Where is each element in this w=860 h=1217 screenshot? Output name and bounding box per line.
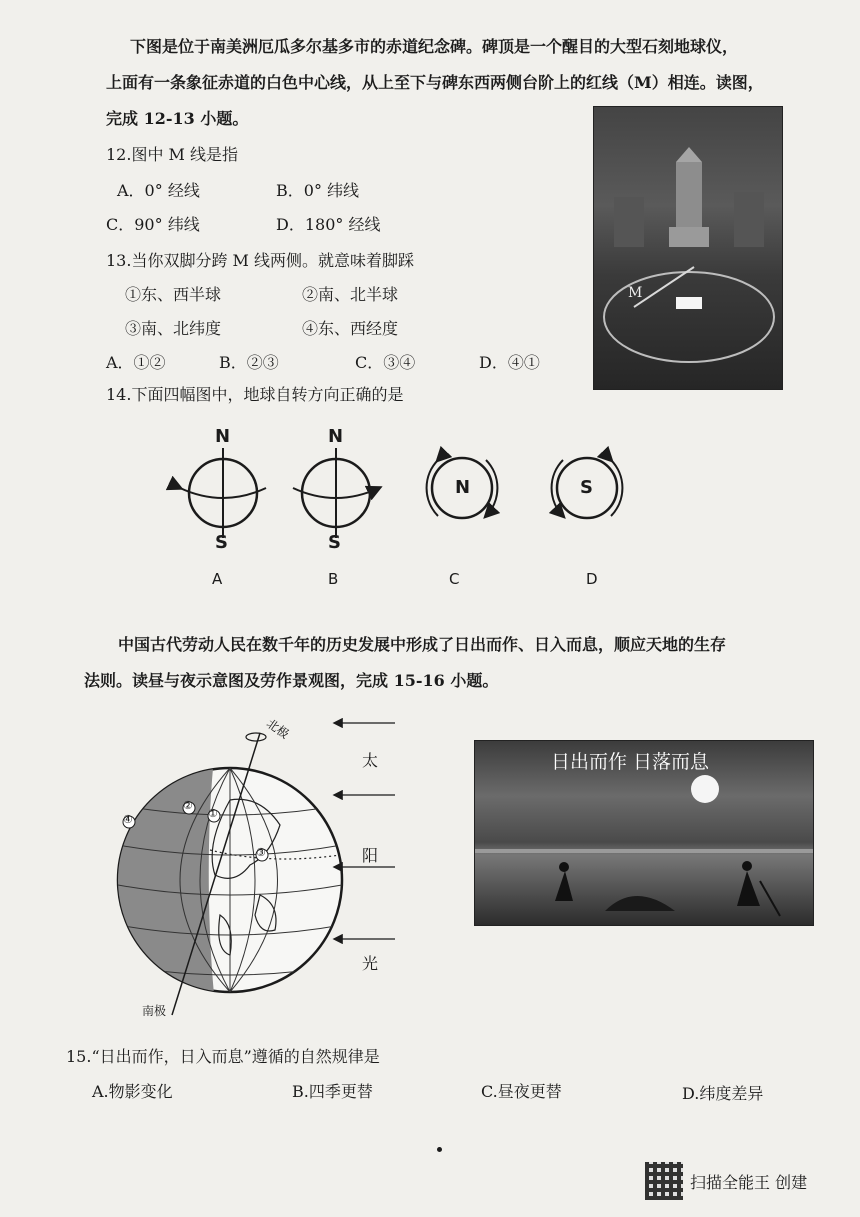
work-photo-title: 日出而作 日落而息	[551, 751, 710, 773]
q13-stem: 13.当你双脚分跨 M 线两侧。就意味着脚踩	[106, 251, 415, 270]
q12-option-b: B．0° 纬线	[276, 181, 360, 200]
sunlight-label-1: 太	[362, 751, 379, 770]
q14-stem: 14.下面四幅图中，地球自转方向正确的是	[106, 385, 404, 404]
figure-b-globe	[293, 448, 379, 538]
intro-line-2: 上面有一条象征赤道的白色中心线，从上至下与碑东西两侧台阶上的红线（M）相连。读图，	[106, 73, 764, 92]
page-dot	[437, 1147, 442, 1152]
intro2-line-1: 中国古代劳动人民在数千年的历史发展中形成了日出而作、日入而息，顺应天地的生存	[118, 635, 727, 654]
farm-work-photo	[474, 740, 814, 926]
scanner-watermark: 扫描全能王 创建	[690, 1173, 808, 1192]
q13-item-3: ③南、北纬度	[125, 319, 222, 338]
figure-a-globe	[180, 448, 266, 538]
figure-b-north: N	[328, 426, 344, 447]
q13-item-1: ①东、西半球	[125, 285, 222, 304]
q15-option-b: B.四季更替	[292, 1082, 373, 1101]
q15-option-a: A.物影变化	[92, 1082, 173, 1101]
q15-option-c: C.昼夜更替	[481, 1082, 562, 1101]
q13-item-2: ②南、北半球	[302, 285, 399, 304]
figure-a-south: S	[215, 532, 228, 553]
point-3-marker: ③	[256, 846, 266, 859]
sunlight-label-3: 光	[362, 954, 379, 973]
north-pole-label: 北极	[263, 716, 292, 742]
q12-option-d: D．180° 经线	[276, 215, 381, 234]
qr-code-icon	[645, 1162, 683, 1200]
rotation-figures	[160, 420, 660, 600]
monument-label-m: M	[628, 285, 643, 301]
q15-stem: 15.“日出而作，日入而息”遵循的自然规律是	[66, 1047, 380, 1066]
south-pole-label: 南极	[142, 1004, 167, 1018]
figure-a-label: A	[212, 570, 223, 588]
q13-option-c: C．③④	[355, 353, 416, 372]
figure-c-label: C	[449, 570, 460, 588]
q12-option-c: C．90° 纬线	[106, 215, 200, 234]
q12-stem: 12.图中 M 线是指	[106, 145, 239, 164]
figure-b-south: S	[328, 532, 341, 553]
equator-monument-photo	[593, 106, 783, 390]
q13-item-4: ④东、西经度	[302, 319, 399, 338]
point-2-marker: ②	[183, 799, 193, 812]
sunlight-label-2: 阳	[362, 846, 379, 865]
q15-option-d: D.纬度差异	[682, 1084, 764, 1103]
q13-option-b: B．②③	[219, 353, 279, 372]
intro-line-3: 完成 12-13 小题。	[106, 109, 249, 128]
figure-a-north: N	[215, 426, 231, 447]
q13-option-a: A．①②	[106, 353, 166, 372]
figure-d-south: S	[580, 477, 593, 498]
figure-c-north: N	[455, 477, 471, 498]
figure-d-label: D	[586, 570, 598, 588]
figure-b-label: B	[328, 570, 339, 588]
point-1-marker: ①	[208, 807, 218, 820]
q12-option-a: A．0° 经线	[117, 181, 200, 200]
q13-option-d: D．④①	[479, 353, 540, 372]
intro-line-1: 下图是位于南美洲厄瓜多尔基多市的赤道纪念碑。碑顶是一个醒目的大型石刻地球仪，	[130, 37, 739, 56]
intro2-line-2: 法则。读昼与夜示意图及劳作景观图，完成 15-16 小题。	[84, 671, 499, 690]
point-4-marker: ④	[123, 813, 133, 826]
